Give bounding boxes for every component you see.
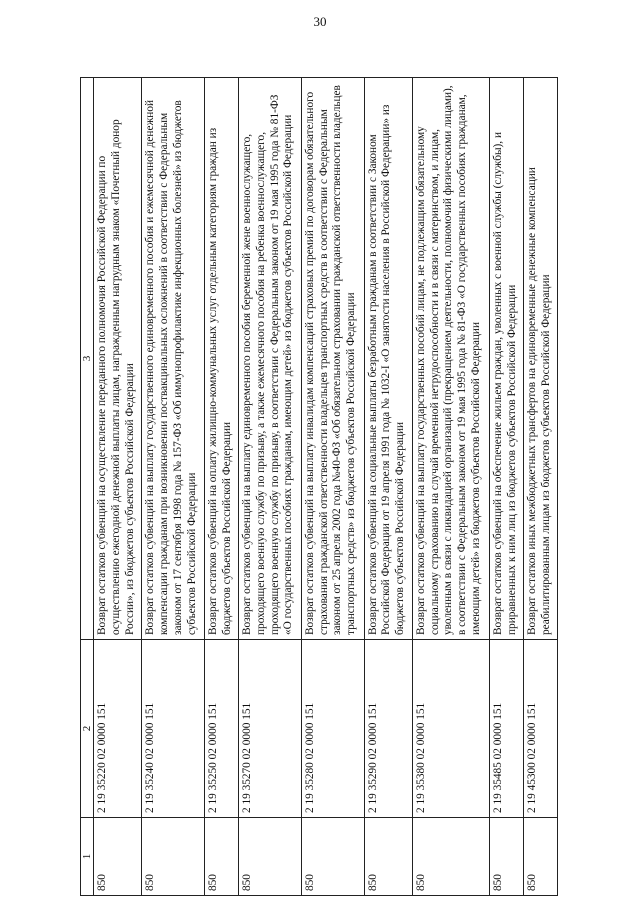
budget-code-cell: 2 19 35250 02 0000 151: [205, 640, 239, 818]
description-cell: Возврат остатков субвенций на выплату единовременного пособия беременной жене военнослужащего, проходящего военную службу по призыву, а также ежемесячного пособия на ребенка военнослужащего, проходящего военную службу по призыву, в соответствии с Федеральным законом от 19 мая 1995 года № 81-ФЗ «О государственных пособиях гражданам, имеющим детей» из бюджетов субъектов Российской Федерации: [239, 78, 302, 640]
admin-code-cell: 850: [490, 818, 524, 896]
description-cell: Возврат остатков субвенций на выплату государственных пособий лицам, не подлежащим обязательному социальному страхованию на случай временной нетрудоспособности и в связи с материнством, и лицам, уволенным в связи с ликвидацией организаций (прекращением деятельности, полномочий физическими лицами), в соответствии с Федеральным законом от 19 мая 1995 года № 81-ФЗ «О государственных пособиях гражданам, имеющим детей» из бюджетов субъектов Российской Федерации: [412, 78, 489, 640]
header-col-2: 2: [81, 640, 94, 818]
table-row: [490, 78, 524, 896]
description-cell: Возврат остатков субвенций на выплату инвалидам компенсаций страховых премий по договорам обязательного страхования гражданской ответственности владельцев транспортных средств в соответствии с Федеральным законом от 25 апреля 2002 года №40-ФЗ «Об обязательном страховании гражданской ответственности владельцев транспортных средств» из бюджетов субъектов Российской Федерации: [301, 78, 364, 640]
budget-code-cell: 2 19 35240 02 0000 151: [142, 640, 205, 818]
budget-code-cell: 2 19 35270 02 0000 151: [239, 640, 302, 818]
header-col-1: 1: [81, 818, 94, 896]
budget-code-cell: 2 19 35220 02 0000 151: [94, 640, 142, 818]
description-cell: Возврат остатков субвенций на обеспечение жильем граждан, уволенных с военной службы (службы), и приравненных к ним лиц из бюджетов субъектов Российской Федерации: [490, 78, 524, 640]
admin-code-cell: 850: [94, 818, 142, 896]
description-cell: Возврат остатков субвенций на социальные выплаты безработным гражданам в соответствии с Законом Российской Федерации от 19 апреля 1991 года № 1032-I «О занятости населения в Российской Федерации» из бюджетов субъектов Российской Федерации: [364, 78, 412, 640]
table-row: [364, 78, 412, 896]
budget-code-cell: 2 19 35380 02 0000 151: [412, 640, 489, 818]
rotated-table-container: [80, 78, 558, 896]
admin-code-cell: 850: [412, 818, 489, 896]
table-row: [301, 78, 364, 896]
admin-code-cell: 850: [142, 818, 205, 896]
table-row: [94, 78, 142, 896]
admin-code-cell: 850: [523, 818, 557, 896]
description-cell: Возврат остатков иных межбюджетных трансфертов на единовременные денежные компенсации реабилитированным лицам из бюджетов субъектов Российской Федерации: [523, 78, 557, 640]
admin-code-cell: 850: [364, 818, 412, 896]
description-cell: Возврат остатков субвенций на осуществление переданного полномочия Российской Федерации по осуществлению ежегодной денежной выплаты лицам, награжденным нагрудным знаком «Почетный донор России», из бюджетов субъектов Российской Федерации: [94, 78, 142, 640]
description-cell: Возврат остатков субвенций на оплату жилищно-коммунальных услуг отдельным категориям граждан из бюджетов субъектов Российской Федерации: [205, 78, 239, 640]
admin-code-cell: 850: [301, 818, 364, 896]
table-row: [205, 78, 239, 896]
page-number: 30: [313, 14, 327, 29]
budget-code-cell: 2 19 35290 02 0000 151: [364, 640, 412, 818]
admin-code-cell: 850: [205, 818, 239, 896]
budget-code-cell: 2 19 45300 02 0000 151: [523, 640, 557, 818]
admin-code-cell: 850: [239, 818, 302, 896]
revenue-codes-table: [80, 77, 558, 896]
table-row: [412, 78, 489, 896]
table-header-row: [81, 78, 94, 896]
table-row: [523, 78, 557, 896]
budget-code-cell: 2 19 35485 02 0000 151: [490, 640, 524, 818]
budget-code-cell: 2 19 35280 02 0000 151: [301, 640, 364, 818]
description-cell: Возврат остатков субвенций на выплату государственного единовременного пособия и ежемесячной денежной компенсации гражданам при возникновении поствакцинальных осложнений в соответствии с Федеральным законом от 17 сентября 1998 года № 157-ФЗ «Об иммунопрофилактике инфекционных болезней» из бюджетов субъектов Российской Федерации: [142, 78, 205, 640]
table-row: [142, 78, 205, 896]
table-row: [239, 78, 302, 896]
header-col-3: 3: [81, 78, 94, 640]
